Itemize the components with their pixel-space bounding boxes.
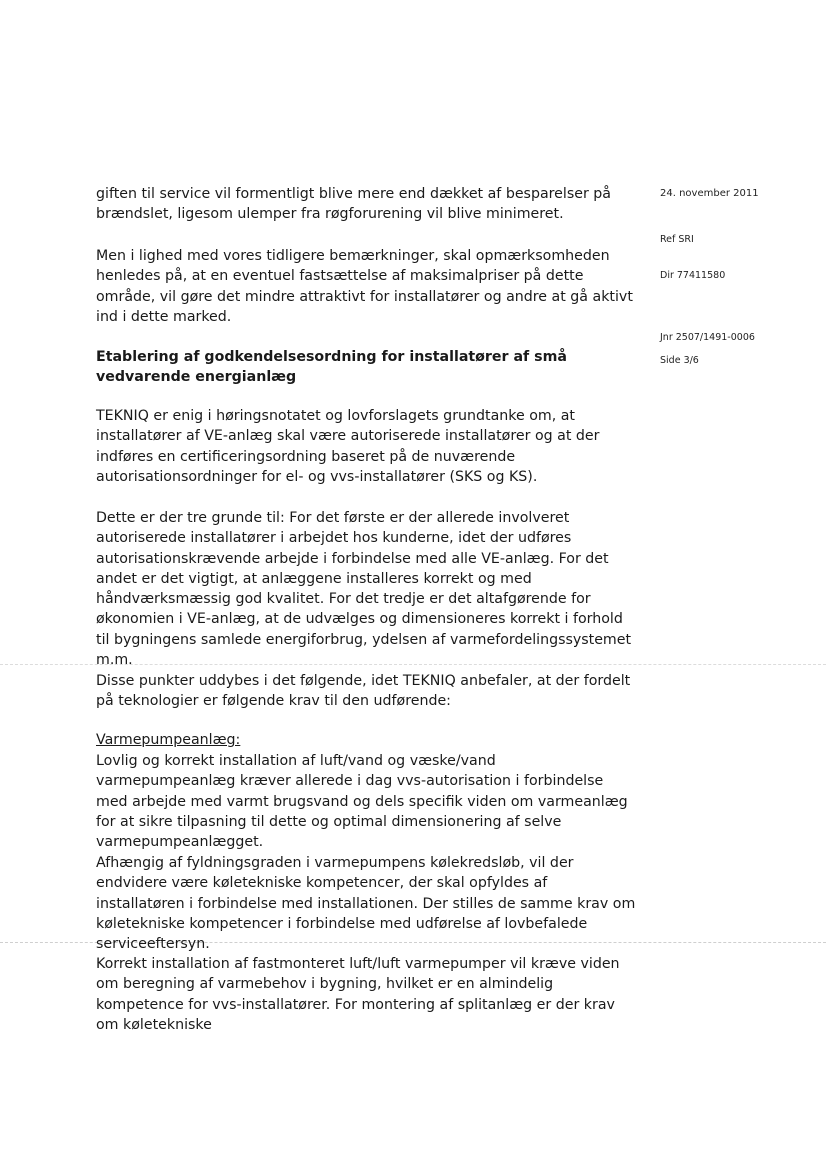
- paragraph: Afhængig af fyldningsgraden i varmepumpens kølekredsløb, vil der endvidere være køletekniske kompetencer, der skal opfyldes af installatøren i forbindelse med installationen. Der stilles de samme krav om køletekniske kompetencer i forbindelse med udførelse af lovbefalede serviceeftersyn.: [96, 855, 636, 953]
- paragraph: Men i lighed med vores tidligere bemærkninger, skal opmærksomheden henledes på, at en eventuel fastsættelse af maksimalpriser på dette område, vil gøre det mindre attraktivt for installatører og andre at gå aktivt ind i dette marked.: [96, 248, 633, 325]
- paragraph: TEKNIQ er enig i høringsnotatet og lovforslagets grundtanke om, at installatører af VE-anlæg skal være autoriserede installatører og at der indføres en certificeringsordning baseret på de nuværende autorisationsordninger for el- og vvs-installatører (SKS og KS).: [96, 408, 600, 485]
- paragraph: Dette er der tre grunde til: For det første er der allerede involveret autoriserede installatører i arbejdet hos kunderne, idet der udføres autorisationskrævende arbejde i forbindelse med alle VE-anlæg. For det andet er det vigtigt, at anlæggene installeres korrekt og med håndværksmæssig god kvalitet. For det tredje er det altafgørende for økonomien i VE-anlæg, at de udvælges og dimensioneres korrekt i forhold til bygningens samlede energiforbrug, ydelsen af varmefordelingssystemet m.m.: [96, 510, 632, 669]
- journal-number: Jnr 2507/1491-0006: [660, 332, 755, 343]
- subsection-heading: Varmepumpeanlæg:: [96, 732, 241, 748]
- letter-date: 24. november 2011: [660, 188, 759, 199]
- reference: Ref SRI: [660, 234, 694, 245]
- page-number: Side 3/6: [660, 355, 699, 366]
- paragraph: giften til service vil formentligt blive mere end dækket af besparelser på brændslet, ligesom ulemper fra røgforurening vil blive minimeret.: [96, 186, 611, 223]
- section-heading: Etablering af godkendelsesordning for installatører af små vedvarende energianlæg: [96, 349, 567, 386]
- paragraph: Korrekt installation af fastmonteret luft/luft varmepumper vil kræve viden om beregning af varmebehov i bygning, hvilket er en almindelig kompetence for vvs-installatører. For montering af splitanlæg er der krav om køletekniske: [96, 956, 620, 1033]
- paragraph: Lovlig og korrekt installation af luft/vand og væske/vand varmepumpeanlæg kræver allerede i dag vvs-autorisation i forbindelse med arbejde med varmt brugsvand og dels specifik viden om varmeanlæg for at sikre tilpasning til dette og optimal dimensionering af selve varmepumpeanlægget.: [96, 753, 628, 851]
- paragraph: Disse punkter uddybes i det følgende, idet TEKNIQ anbefaler, at der fordelt på teknologier er følgende krav til den udførende:: [96, 673, 631, 710]
- direct-phone: Dir 77411580: [660, 270, 726, 281]
